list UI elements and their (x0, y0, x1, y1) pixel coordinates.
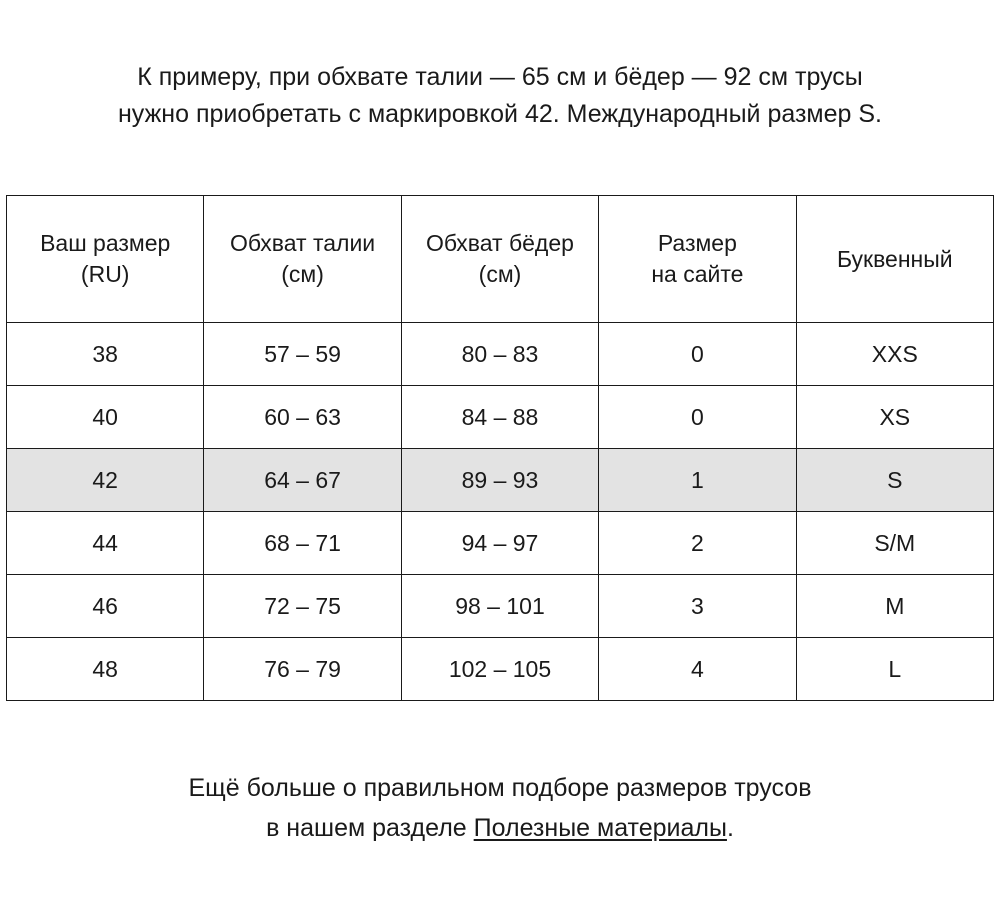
cell-hips: 98 – 101 (401, 575, 598, 638)
cell-waist: 68 – 71 (204, 512, 401, 575)
cell-hips: 84 – 88 (401, 386, 598, 449)
table-row (7, 575, 994, 638)
cell-site: 4 (599, 638, 796, 701)
cell-ru: 48 (7, 638, 204, 701)
intro-line-1: К примеру, при обхвате талии — 65 см и бёдер — 92 см трусы (137, 63, 863, 91)
header-ru-size-line1: Ваш размер (40, 230, 171, 256)
header-ru-size (7, 196, 204, 323)
cell-waist: 57 – 59 (204, 323, 401, 386)
cell-hips: 80 – 83 (401, 323, 598, 386)
table-header-row (7, 196, 994, 323)
size-chart-table (6, 195, 994, 701)
header-letter-line1: Буквенный (836, 245, 953, 272)
cell-waist: 60 – 63 (204, 386, 401, 449)
cell-hips: 89 – 93 (401, 449, 598, 512)
useful-materials-link[interactable]: Полезные материалы (473, 814, 727, 842)
outro-suffix: . (726, 814, 734, 842)
cell-ru: 42 (7, 449, 204, 512)
header-waist-line2: (см) (281, 261, 324, 287)
header-waist-line1: Обхват талии (230, 230, 376, 256)
intro-line-2: нужно приобретать с маркировкой 42. Международный размер S. (117, 100, 882, 128)
intro-text (0, 59, 1000, 133)
cell-waist: 64 – 67 (204, 449, 401, 512)
table-row (7, 386, 994, 449)
cell-ru: 44 (7, 512, 204, 575)
header-site-size-line2: на сайте (651, 261, 744, 287)
cell-site: 3 (599, 575, 796, 638)
table-row (7, 512, 994, 575)
header-ru-size-line2: (RU) (80, 261, 130, 287)
cell-hips: 102 – 105 (401, 638, 598, 701)
table-row-highlighted (7, 449, 994, 512)
table-row (7, 638, 994, 701)
cell-letter: XS (796, 386, 993, 449)
cell-site: 2 (599, 512, 796, 575)
header-waist (204, 196, 401, 323)
header-letter (796, 196, 993, 323)
cell-site: 1 (599, 449, 796, 512)
cell-letter: L (796, 638, 993, 701)
header-hips (401, 196, 598, 323)
header-site-size-line1: Размер (657, 230, 737, 256)
cell-letter: S/M (796, 512, 993, 575)
outro-line-2 (0, 808, 1000, 848)
outro-prefix: в нашем разделе (266, 814, 474, 842)
cell-letter: XXS (796, 323, 993, 386)
table-row (7, 323, 994, 386)
cell-ru: 46 (7, 575, 204, 638)
cell-letter: S (796, 449, 993, 512)
outro-text (0, 768, 1000, 848)
outro-line-1: Ещё больше о правильном подборе размеров трусов (188, 774, 812, 802)
header-site-size (599, 196, 796, 323)
cell-site: 0 (599, 323, 796, 386)
header-hips-line1: Обхват бёдер (426, 230, 574, 256)
cell-waist: 72 – 75 (204, 575, 401, 638)
cell-waist: 76 – 79 (204, 638, 401, 701)
cell-site: 0 (599, 386, 796, 449)
cell-hips: 94 – 97 (401, 512, 598, 575)
cell-ru: 38 (7, 323, 204, 386)
cell-ru: 40 (7, 386, 204, 449)
header-hips-line2: (см) (478, 261, 522, 287)
cell-letter: M (796, 575, 993, 638)
